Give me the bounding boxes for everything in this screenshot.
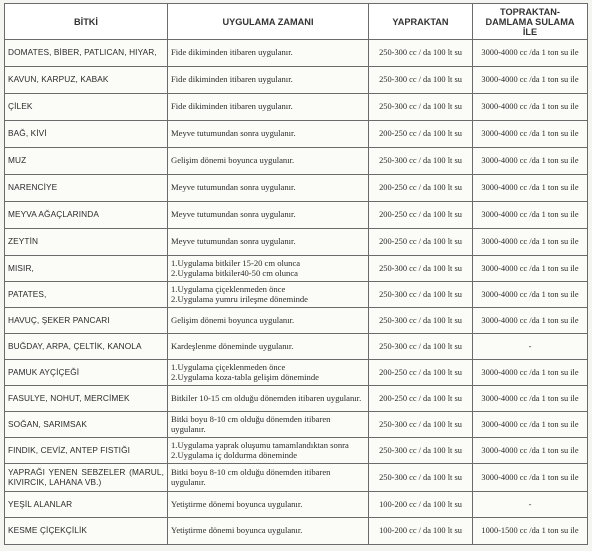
plant-cell: ÇİLEK	[5, 94, 168, 121]
leaf-dose-cell: 250-300 cc / da 100 lt su	[369, 412, 473, 438]
table-row	[5, 492, 588, 518]
soil-dose-cell: 3000-4000 cc /da 1 ton su ile	[473, 148, 588, 175]
soil-dose-cell: -	[473, 334, 588, 360]
header-row	[5, 4, 588, 40]
table-row	[5, 121, 588, 148]
timing-cell	[168, 94, 369, 121]
table-row	[5, 202, 588, 229]
timing-cell	[168, 438, 369, 464]
timing-cell	[168, 412, 369, 438]
plant-cell: YAPRAĞI YENEN SEBZELER (MARUL, KIVIRCIK, LAHANA VB.)	[5, 464, 168, 492]
soil-dose-cell: 3000-4000 cc /da 1 ton su ile	[473, 386, 588, 412]
table-row	[5, 282, 588, 308]
table-row	[5, 67, 588, 94]
timing-cell	[168, 256, 369, 282]
leaf-dose-cell: 250-300 cc / da 100 lt su	[369, 40, 473, 67]
timing-line: Yetiştirme dönemi boyunca uygulanır.	[171, 525, 303, 536]
timing-line: Meyve tutumundan sonra uygulanır.	[171, 236, 296, 247]
plant-cell: MISIR,	[5, 256, 168, 282]
timing-cell	[168, 334, 369, 360]
timing-cell	[168, 518, 369, 545]
leaf-dose-cell: 250-300 cc / da 100 lt su	[369, 464, 473, 492]
plant-cell: FINDIK, CEVİZ, ANTEP FISTIĞI	[5, 438, 168, 464]
timing-line: 1.Uygulama yaprak oluşumu tamamlandıktan sonra	[171, 440, 349, 451]
plant-cell: ZEYTİN	[5, 229, 168, 256]
leaf-dose-cell: 200-250 cc / da 100 lt su	[369, 229, 473, 256]
timing-line: Fide dikiminden itibaren uygulanır.	[171, 47, 293, 58]
timing-line: 2.Uygulama iç doldurma döneminde	[171, 449, 298, 460]
soil-dose-cell: 3000-4000 cc /da 1 ton su ile	[473, 67, 588, 94]
timing-line: 1.Uygulama çiçeklenmeden önce	[171, 284, 286, 295]
plant-cell: FASULYE, NOHUT, MERCİMEK	[5, 386, 168, 412]
soil-dose-cell: 3000-4000 cc /da 1 ton su ile	[473, 40, 588, 67]
timing-line: Kardeşlenme döneminde uygulanır.	[171, 340, 294, 351]
timing-line: Fide dikiminden itibaren uygulanır.	[171, 74, 293, 85]
timing-line: 1.Uygulama çiçeklenmeden önce	[171, 362, 286, 373]
leaf-dose-cell: 200-250 cc / da 100 lt su	[369, 175, 473, 202]
plant-cell: PAMUK AYÇİÇEĞİ	[5, 360, 168, 386]
header-soil	[473, 4, 588, 40]
timing-line: Bitkiler 10-15 cm olduğu dönemden itibaren uygulanır.	[171, 392, 362, 403]
timing-cell	[168, 386, 369, 412]
plant-cell: SOĞAN, SARIMSAK	[5, 412, 168, 438]
plant-cell: PATATES,	[5, 282, 168, 308]
leaf-dose-cell: 250-300 cc / da 100 lt su	[369, 256, 473, 282]
timing-line: 2.Uygulama bitkiler40-50 cm olunca	[171, 267, 298, 278]
leaf-dose-cell: 250-300 cc / da 100 lt su	[369, 282, 473, 308]
timing-line: Gelişim dönemi boyunca uygulanır.	[171, 155, 295, 166]
timing-line: 2.Uygulama koza-tabla gelişim döneminde	[171, 371, 319, 382]
timing-line: Bitki boyu 8-10 cm olduğu dönemden itibaren uygulanır.	[171, 467, 331, 487]
table-row	[5, 518, 588, 545]
soil-dose-cell: 3000-4000 cc /da 1 ton su ile	[473, 464, 588, 492]
timing-line: Yetiştirme dönemi boyunca uygulanır.	[171, 498, 303, 509]
soil-dose-cell: 3000-4000 cc /da 1 ton su ile	[473, 229, 588, 256]
timing-cell	[168, 492, 369, 518]
timing-cell	[168, 121, 369, 148]
timing-cell	[168, 202, 369, 229]
leaf-dose-cell: 100-200 cc / da 100 lt su	[369, 518, 473, 545]
application-table	[4, 3, 588, 545]
header-timing: UYGULAMA ZAMANI	[168, 4, 369, 40]
leaf-dose-cell: 250-300 cc / da 100 lt su	[369, 308, 473, 334]
timing-line: Bitki boyu 8-10 cm olduğu dönemden itibaren uygulanır.	[171, 414, 331, 434]
plant-cell: BAĞ, KİVİ	[5, 121, 168, 148]
soil-dose-cell: -	[473, 492, 588, 518]
soil-dose-cell: 3000-4000 cc /da 1 ton su ile	[473, 175, 588, 202]
leaf-dose-cell: 250-300 cc / da 100 lt su	[369, 438, 473, 464]
timing-line: 1.Uygulama bitkiler 15-20 cm olunca	[171, 258, 301, 269]
table-row	[5, 386, 588, 412]
soil-dose-cell: 3000-4000 cc /da 1 ton su ile	[473, 121, 588, 148]
plant-cell: MEYVA AĞAÇLARINDA	[5, 202, 168, 229]
leaf-dose-cell: 250-300 cc / da 100 lt su	[369, 67, 473, 94]
soil-dose-cell: 3000-4000 cc /da 1 ton su ile	[473, 256, 588, 282]
table-row	[5, 40, 588, 67]
soil-dose-cell: 3000-4000 cc /da 1 ton su ile	[473, 412, 588, 438]
leaf-dose-cell: 100-200 cc / da 100 lt su	[369, 492, 473, 518]
plant-cell: MUZ	[5, 148, 168, 175]
leaf-dose-cell: 250-300 cc / da 100 lt su	[369, 334, 473, 360]
table-row	[5, 360, 588, 386]
plant-cell: KESME ÇİÇEKÇİLİK	[5, 518, 168, 545]
table-row	[5, 229, 588, 256]
timing-line: Meyve tutumundan sonra uygulanır.	[171, 182, 296, 193]
leaf-dose-cell: 200-250 cc / da 100 lt su	[369, 360, 473, 386]
table-row	[5, 464, 588, 492]
soil-dose-cell: 3000-4000 cc /da 1 ton su ile	[473, 360, 588, 386]
soil-dose-cell: 3000-4000 cc /da 1 ton su ile	[473, 282, 588, 308]
table-row	[5, 438, 588, 464]
timing-cell	[168, 67, 369, 94]
timing-cell	[168, 282, 369, 308]
plant-cell: KAVUN, KARPUZ, KABAK	[5, 67, 168, 94]
timing-line: Meyve tutumundan sonra uygulanır.	[171, 128, 296, 139]
timing-cell	[168, 308, 369, 334]
table-row	[5, 175, 588, 202]
table-body	[5, 40, 588, 545]
table-row	[5, 256, 588, 282]
soil-dose-cell: 1000-1500 cc /da 1 ton su ile	[473, 518, 588, 545]
timing-cell	[168, 229, 369, 256]
timing-cell	[168, 464, 369, 492]
table-row	[5, 412, 588, 438]
table-row	[5, 94, 588, 121]
timing-line: Fide dikiminden itibaren uygulanır.	[171, 101, 293, 112]
leaf-dose-cell: 200-250 cc / da 100 lt su	[369, 202, 473, 229]
leaf-dose-cell: 200-250 cc / da 100 lt su	[369, 121, 473, 148]
header-plant: BİTKİ	[5, 4, 168, 40]
timing-cell	[168, 360, 369, 386]
plant-cell: YEŞİL ALANLAR	[5, 492, 168, 518]
plant-cell: NARENCİYE	[5, 175, 168, 202]
plant-cell: HAVUÇ, ŞEKER PANCARI	[5, 308, 168, 334]
table-row	[5, 334, 588, 360]
table-row	[5, 308, 588, 334]
leaf-dose-cell: 200-250 cc / da 100 lt su	[369, 386, 473, 412]
header-soil-label: TOPRAKTAN- DAMLAMA SULAMA İLE	[485, 6, 575, 37]
timing-line: 2.Uygulama yumru irileşme döneminde	[171, 293, 308, 304]
soil-dose-cell: 3000-4000 cc /da 1 ton su ile	[473, 308, 588, 334]
soil-dose-cell: 3000-4000 cc /da 1 ton su ile	[473, 438, 588, 464]
table-row	[5, 148, 588, 175]
plant-cell: DOMATES, BİBER, PATLICAN, HIYAR,	[5, 40, 168, 67]
timing-line: Gelişim dönemi boyunca uygulanır.	[171, 314, 295, 325]
header-leaf: YAPRAKTAN	[369, 4, 473, 40]
soil-dose-cell: 3000-4000 cc /da 1 ton su ile	[473, 202, 588, 229]
timing-cell	[168, 40, 369, 67]
soil-dose-cell: 3000-4000 cc /da 1 ton su ile	[473, 94, 588, 121]
timing-cell	[168, 175, 369, 202]
leaf-dose-cell: 250-300 cc / da 100 lt su	[369, 148, 473, 175]
plant-cell: BUĞDAY, ARPA, ÇELTİK, KANOLA	[5, 334, 168, 360]
timing-line: Meyve tutumundan sonra uygulanır.	[171, 209, 296, 220]
timing-cell	[168, 148, 369, 175]
leaf-dose-cell: 250-300 cc / da 100 lt su	[369, 94, 473, 121]
